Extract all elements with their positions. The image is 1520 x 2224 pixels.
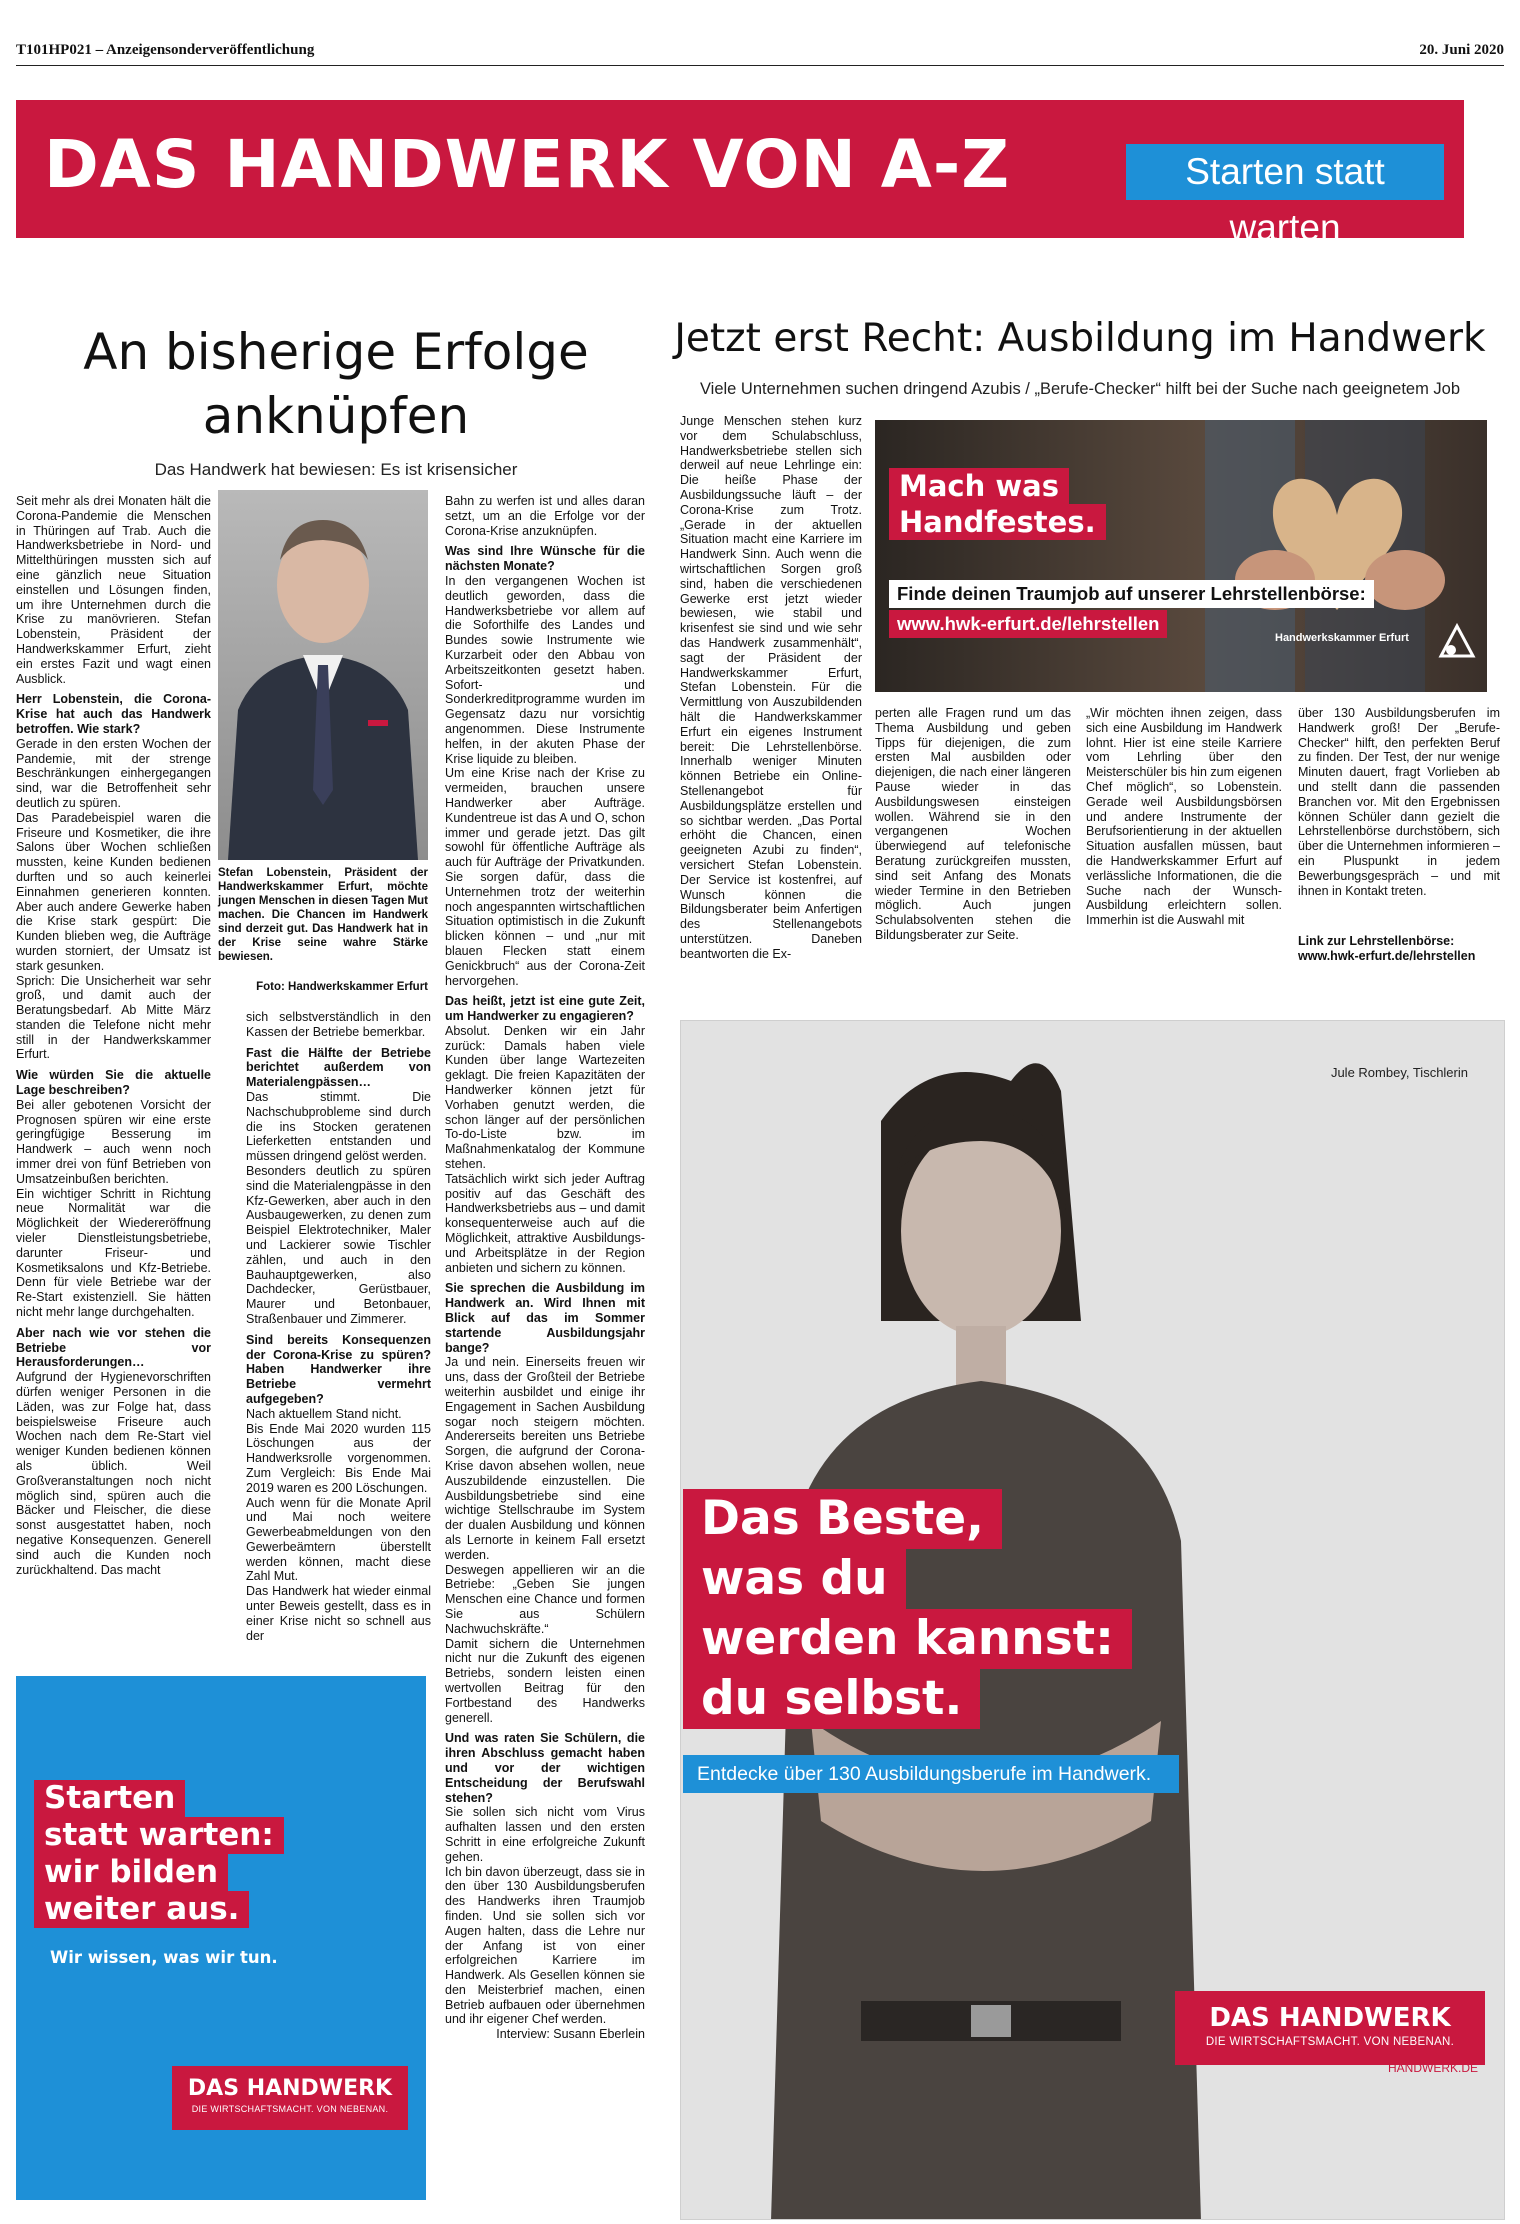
ad-beste[interactable] bbox=[680, 1020, 1505, 2220]
article2-column-4: über 130 Ausbildungsberufen im Handwerk groß! Der „Berufe-Checker“ hilft, den perfekten Beruf zu finden. Der Test, der nur wenige Minuten dauert, fragt Vorlieben ab und stellt dann die passenden Branchen vor. Mit den Ergebnissen können Schüler dann gezielt die Lehrstellenbörse durchstöbern, sich über die Unternehmen informieren – ein Pluspunkt in jedem Bewerbungsgespräch – und mit ihnen in Kontakt treten. bbox=[1298, 706, 1500, 898]
article2-column-3: „Wir möchten ihnen zeigen, dass sich eine Ausbildung im Handwerk lohnt. Hier ist eine steile Karriere vom Lehrling über den Meisterschüler bis hin zum eigenen Chef möglich“, so Lobenstein. Gerade weil Ausbildungsbörsen und andere Instrumente der Berufsorientierung in der aktuellen Situation ausfallen müssen, baut die Handwerkskammer Erfurt auf verlässliche Informationen, die die Suche nach der Wunsch-Ausbildung erleichtern sollen. Immerhin ist die Auswahl mit bbox=[1086, 706, 1282, 928]
paragraph: Das Handwerk hat wieder einmal unter Beweis gestellt, dass es in einer Krise nicht so schnell aus der bbox=[246, 1584, 431, 1643]
banner-title: DAS HANDWERK VON A-Z bbox=[44, 126, 1011, 203]
ad-handfestes[interactable] bbox=[875, 420, 1487, 692]
paragraph: Absolut. Denken wir ein Jahr zurück: Damals haben viele Kunden über lange Wartezeiten geklagt. Die freien Kapazitäten der Handwerker können jetzt für Vorhaben genutzt werden, die schon länger auf der persönlichen To-do-Liste bzw. im Maßnahmenkatalog der Kommune stehen. bbox=[445, 1023, 645, 1172]
paragraph: Aufgrund der Hygienevorschriften dürfen weniger Personen in die Läden, was zur Folge hat, dass beispielsweise Friseure auch Wochen nach dem Re-Start viel weniger Kunden bedienen können als üblich. Weil Großveranstaltungen noch nicht möglich sind, spüren auch die Bäcker und Fleischer, die diese sonst ausgestattet haben, noch negative Konsequenzen. Generell sind auch die Kunden noch zurückhaltend. Das macht bbox=[16, 1370, 211, 1577]
handwerk-logo-large-sub: DIE WIRTSCHAFTSMACHT. VON NEBENAN. bbox=[1205, 2036, 1455, 2048]
ad-starten-slogan: Wir wissen, was wir tun. bbox=[50, 1948, 278, 1967]
paragraph: Deswegen appellieren wir an die Betriebe: „Geben Sie jungen Menschen eine Chance und formen Sie aus Schülern Nachwuchskräfte.“ bbox=[445, 1562, 645, 1636]
article2-headline: Jetzt erst Recht: Ausbildung im Handwerk bbox=[674, 316, 1486, 361]
article2-column-1: Junge Menschen stehen kurz vor dem Schulabschluss, Handwerksbetriebe stellen sich derweil auf neue Lehrlinge ein: Die heiße Phase der Ausbildungssuche läuft – der Corona-Krise zum Trotz. „Gerade in der aktuellen Situation macht eine Karriere im Handwerk Sinn. Auch wenn die wirtschaftlichen Sorgen groß sind, haben die verschiedenen Gewerke erst jetzt wieder bewiesen, wie stabil und krisenfest sie sind und wie sehr das Handwerk zusammenhält“, sagt der Präsident der Handwerkskammer Erfurt, Stefan Lobenstein. Für die Vermittlung von Auszubildenden hält die Handwerkskammer Erfurt ein eigenes Instrument bereit: Die Lehrstellenbörse. Innerhalb weniger Minuten können Betriebe ein Online-Stellenangebot für Ausbildungsplätze erstellen und so sichtbar werden. „Das Portal erhöht die Chancen, einen geeigneten Azubi zu finden“, versichert Stefan Lobenstein. Der Service ist kostenfrei, auf Wunsch können die Bildungsberater beim Anfertigen des Stellenangebots unterstützen. Daneben beantworten die Ex- bbox=[680, 414, 862, 961]
ad-beste-line3: werden kannst: bbox=[683, 1609, 1132, 1669]
portrait-photo bbox=[218, 490, 428, 860]
article1-subtitle: Das Handwerk hat bewiesen: Es ist krisensicher bbox=[154, 460, 518, 479]
paragraph: Bei aller gebotenen Vorsicht der Prognosen spüren wir eine erste geringfügige Besserung im Handwerk – auch wenn noch immer drei von fünf Betrieben von Umsatzeinbußen berichten. bbox=[16, 1097, 211, 1186]
ad-starten-line2: statt warten: bbox=[34, 1817, 284, 1854]
handwerk-logo-large bbox=[1175, 1991, 1485, 2065]
paragraph: Sie sollen sich nicht vom Virus aufhalten lassen und den ersten Schritt in eine erfolgreiche Zukunft gehen. bbox=[445, 1805, 645, 1864]
interview-question: Sind bereits Konsequenzen der Corona-Krise zu spüren? Haben Handwerker ihre Betriebe vermehrt aufgegeben? bbox=[246, 1332, 431, 1406]
paragraph: Ja und nein. Einerseits freuen wir uns, dass der Großteil der Betriebe weiterhin ausbildet und einige ihr Engagement in Sachen Ausbildung sogar noch steigern möchten. Andererseits bereiten uns Betriebe Sorgen, die aufgrund der Corona-Krise davon absehen wollen, neue Auszubildende einzustellen. Die Ausbildungsbetriebe sind eine wichtige Stellschraube im System der dualen Ausbildung und können als Lernorte in keinem Fall ersetzt werden. bbox=[445, 1355, 645, 1562]
ad-starten-line1: Starten bbox=[34, 1780, 185, 1817]
portrait-figure bbox=[218, 490, 428, 860]
article1-column-1 bbox=[16, 494, 211, 1664]
ad-handfestes-line2: Handfestes. bbox=[889, 504, 1106, 540]
ad-beste-line2: was du bbox=[683, 1549, 906, 1609]
page-header-date: 20. Juni 2020 bbox=[1419, 42, 1504, 58]
article1-column-2 bbox=[246, 1010, 431, 1660]
paragraph: Seit mehr als drei Monaten hält die Corona-Pandemie die Menschen in Thüringen auf Trab. Auch die Handwerksbetriebe in Nord- und Mittelthüringen mussten sich auf eine gänzlich neue Situation einstellen und Lösungen finden, um ihre Unternehmen durch die Krise zu manövrieren. Stefan Lobenstein, Präsident der Handwerkskammer Erfurt, zieht ein erstes Fazit und wagt einen Ausblick. bbox=[16, 494, 211, 686]
ad-handfestes-photo bbox=[875, 420, 1487, 692]
interview-question: Sie sprechen die Ausbildung im Handwerk an. Wird Ihnen mit Blick auf das im Sommer startende Ausbildungsjahr bange? bbox=[445, 1281, 645, 1355]
paragraph: sich selbstverständlich in den Kassen der Betriebe bemerkbar. bbox=[246, 1010, 431, 1039]
photo-credit: Foto: Handwerkskammer Erfurt bbox=[256, 981, 428, 993]
interview-question: Fast die Hälfte der Betriebe berichtet außerdem von Materialengpässen… bbox=[246, 1045, 431, 1090]
portrait-caption: Stefan Lobenstein, Präsident der Handwerkskammer Erfurt, möchte jungen Menschen in diesen Tagen Mut machen. Die Chancen im Handwerk sind derzeit gut. Das Handwerk hat in der Krise seine wahre Stärke bewiesen. bbox=[218, 867, 428, 963]
article2-column-2: perten alle Fragen rund um das Thema Ausbildung und geben Tipps für diejenigen, die zum ersten Mal ausbilden oder diejenigen, die nach einer längeren Pause wieder in das Ausbildungswesen einsteigen wollen. Während sie in den vergangenen Wochen überwiegend auf telefonische Beratung zurückgreifen mussten, sind seit Anfang des Monats wieder Termine in den Betrieben möglich. Auch jungen Schulabsolventen stehen die Bildungsberater zur Seite. bbox=[875, 706, 1071, 942]
ad-beste-site[interactable]: HANDWERK.DE bbox=[1387, 2061, 1478, 2075]
interview-question: Herr Lobenstein, die Corona-Krise hat auch das Handwerk betroffen. Wie stark? bbox=[16, 692, 211, 736]
ad-beste-entdecke: Entdecke über 130 Ausbildungsberufe im Handwerk. bbox=[683, 1755, 1179, 1793]
paragraph: Ein wichtiger Schritt in Richtung neue Normalität war die Möglichkeit der Wiedereröffnung vieler Dienstleistungsbetriebe, darunter Friseur- und Kosmetiksalons und Kfz-Betriebe. Denn für viele Betriebe war der Re-Start existenziell. Sie hätten nicht mehr lange durchgehalten. bbox=[16, 1186, 211, 1320]
ad-handfestes-org: Handwerkskammer Erfurt bbox=[1275, 632, 1409, 644]
article1-headline-line1: An bisherige Erfolge bbox=[83, 323, 589, 381]
page-header-left: T101HP021 – Anzeigensonderveröffentlichung bbox=[16, 42, 315, 58]
banner-tag: Starten statt warten bbox=[1126, 144, 1444, 200]
ad-starten[interactable] bbox=[16, 1676, 426, 2200]
article1-headline bbox=[16, 320, 656, 448]
ad-handfestes-url[interactable]: www.hwk-erfurt.de/lehrstellen bbox=[889, 610, 1167, 638]
interview-question: Und was raten Sie Schülern, die ihren Abschluss gemacht haben und vor der wichtigen Entscheidung der Berufswahl stehen? bbox=[445, 1731, 645, 1805]
interview-question: Aber nach wie vor stehen die Betriebe vor Herausforderungen… bbox=[16, 1325, 211, 1370]
paragraph: Bis Ende Mai 2020 wurden 115 Löschungen aus der Handwerksrolle vorgenommen. Zum Vergleich: Bis Ende Mai 2019 waren es 200 Löschungen. bbox=[246, 1421, 431, 1495]
interview-question: Das heißt, jetzt ist eine gute Zeit, um Handwerker zu engagieren? bbox=[445, 994, 645, 1024]
article2-link bbox=[1298, 934, 1500, 964]
paragraph: Besonders deutlich zu spüren sind die Materialengpässe in den Kfz-Gewerken, aber auch in den Ausbaugewerken, zu denen zum Beispiel Elektrotechniker, Maler und Lackierer sowie Tischler zählen, und auch in den Bauhauptgewerken, also Dachdecker, Gerüstbauer, Maurer und Betonbauer, Straßenbauer und Zimmerer. bbox=[246, 1163, 431, 1326]
ad-handfestes-finde: Finde deinen Traumjob auf unserer Lehrstellenbörse: bbox=[889, 580, 1374, 608]
paragraph: Auch wenn für die Monate April und Mai noch weitere Gewerbeabmeldungen von den Gewerbeämtern überstellt werden können, macht diese Zahl Mut. bbox=[246, 1495, 431, 1584]
paragraph: Das stimmt. Die Nachschubprobleme sind durch die ins Stocken geratenen Lieferketten entstanden und müssen dringend gelöst werden. bbox=[246, 1089, 431, 1164]
ad-beste-line4: du selbst. bbox=[683, 1669, 980, 1729]
handwerk-logo-title: DAS HANDWERK bbox=[187, 2076, 393, 2101]
paragraph: Ich bin davon überzeugt, dass sie in den über 130 Ausbildungsberufen des Handwerks ihren Traumjob finden. Und sie sollen sich vor Augen halten, dass die Lehre nur der Anfang ist von einer erfolgreichen Karriere im Handwerk. Als Gesellen können sie den Meisterbrief machen, einen Betrieb aufbauen oder übernehmen und ihr eigener Chef werden. bbox=[445, 1864, 645, 2027]
paragraph: Damit sichern die Unternehmen nicht nur die Zukunft des eigenen Betriebs, sondern leisten einen wertvollen Beitrag für den Fortbestand des Handwerks generell. bbox=[445, 1636, 645, 1725]
article2-link-label: Link zur Lehrstellenbörse: bbox=[1298, 934, 1455, 948]
paragraph: Gerade in den ersten Wochen der Pandemie, mit der strenge Beschränkungen einhergegangen sind, war die Betroffenheit sehr deutlich zu spüren. bbox=[16, 736, 211, 810]
page-header bbox=[16, 40, 1504, 66]
hwk-logo-icon bbox=[1437, 616, 1477, 662]
interview-question: Was sind Ihre Wünsche für die nächsten Monate? bbox=[445, 544, 645, 574]
paragraph: Nach aktuellem Stand nicht. bbox=[246, 1406, 402, 1421]
article2-link-url[interactable]: www.hwk-erfurt.de/lehrstellen bbox=[1298, 948, 1476, 963]
paragraph: Um eine Krise nach der Krise zu vermeiden, brauchen unsere Handwerker aber Aufträge. Kundentreue ist das A und O, schon immer und gerade jetzt. Das gilt sowohl für öffentliche Aufträge als auch für Aufträge der Privatkunden. Sie sorgen dafür, dass die Unternehmen trotz der weiterhin noch angespannten wirtschaftlichen Situation optimistisch in die Zukunft blicken können – und „nur mit blauen Flecken statt einem Genickbruch“ aus der Corona-Zeit hervorgehen. bbox=[445, 766, 645, 988]
handwerk-logo-sub: DIE WIRTSCHAFTSMACHT. VON NEBENAN. bbox=[191, 2104, 389, 2114]
main-banner bbox=[16, 100, 1464, 248]
paragraph: Sprich: Die Unsicherheit war sehr groß, und damit auch der Beratungsbedarf. Ab Mitte März standen die Telefone nicht mehr still in der Handwerkskammer Erfurt. bbox=[16, 973, 211, 1062]
ad-starten-line4: weiter aus. bbox=[34, 1891, 249, 1928]
interview-question: Wie würden Sie die aktuelle Lage beschreiben? bbox=[16, 1068, 211, 1098]
paragraph: Bahn zu werfen ist und alles daran setzt, um an die Erfolge vor der Corona-Krise anzuknüpfen. bbox=[445, 494, 645, 538]
paragraph: In den vergangenen Wochen ist deutlich geworden, dass die Handwerksbetriebe vor allem auf die Soforthilfe des Landes und Bundes sowie Instrumente wie Kurzarbeit oder den Abbau von Arbeitszeitkonten gesetzt haben. Sofort- und Sonderkreditprogramme wurden im Gegensatz dazu nur vorsichtig angenommen. Diese Instrumente helfen, in der akuten Phase der Krise liquide zu bleiben. bbox=[445, 573, 645, 766]
article2-subtitle: Viele Unternehmen suchen dringend Azubis / „Berufe-Checker“ hilft bei der Suche nach geeignetem Job bbox=[699, 380, 1461, 398]
ad-starten-line3: wir bilden bbox=[34, 1854, 228, 1891]
handwerk-logo bbox=[172, 2066, 408, 2130]
ad-handfestes-line1: Mach was bbox=[889, 468, 1069, 504]
paragraph: Das Paradebeispiel waren die Friseure und Kosmetiker, die ihre Salons über Wochen schließen mussten, keine Kunden bedienen durften und so auch keinerlei Einnahmen generieren konnten. Aber auch andere Gewerke haben die Krise stark gespürt: Die Kunden blieben weg, die Aufträge wurden storniert, der Umsatz ist stark gesunken. bbox=[16, 810, 211, 973]
ad-beste-person: Jule Rombey, Tischlerin bbox=[1330, 1065, 1468, 1080]
article1-headline-line2: anknüpfen bbox=[202, 387, 470, 445]
paragraph: Tatsächlich wirkt sich jeder Auftrag positiv auf das Geschäft des Handwerksbetriebs aus – und damit konsequenterweise auch auf die Möglichkeit, attraktive Ausbildungs- und Arbeitsplätze in der Region anbieten und sichern zu können. bbox=[445, 1171, 645, 1275]
ad-beste-line1: Das Beste, bbox=[683, 1489, 1002, 1549]
article1-column-3 bbox=[445, 494, 645, 2206]
handwerk-logo-large-title: DAS HANDWERK bbox=[1209, 2003, 1451, 2033]
byline: Interview: Susann Eberlein bbox=[496, 2027, 645, 2042]
